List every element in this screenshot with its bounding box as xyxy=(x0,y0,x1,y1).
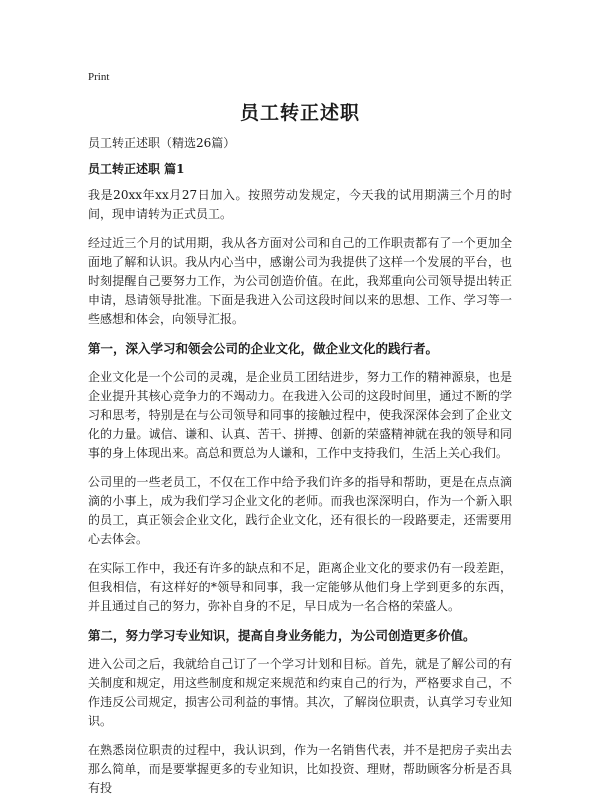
paragraph: 进入公司之后，我就给自己订了一个学习计划和目标。首先，就是了解公司的有关制度和规定，用这些制度和规定来规范和约束自己的行为，严格要求自己，不作违反公司规定，损害公司利益的事情。其次，了解岗位职责，认真学习专业知识。 xyxy=(88,657,512,728)
bold-subheading: 第二，努力学习专业知识，提高自身业务能力，为公司创造更多价值。 xyxy=(88,628,476,643)
print-link[interactable]: Print xyxy=(88,71,110,83)
paragraph: 在实际工作中，我还有许多的缺点和不足，距离企业文化的要求仍有一段差距，但我相信，有这样好的*领导和同事，我一定能够从他们身上学到更多的东西，并且通过自己的努力，弥补自身的不足，早日成为一名合格的荣盛人。 xyxy=(88,561,512,613)
subtitle: 员工转正述职（精选26篇） xyxy=(88,136,236,150)
paragraph: 企业文化是一个公司的灵魂，是企业员工团结进步，努力工作的精神源泉，也是企业提升其核心竞争力的不竭动力。在我进入公司的这段时间里，通过不断的学习和思考，特别是在与公司领导和同事的接触过程中，使我深深体会到了企业文化的力量。诚信、谦和、认真、苦干、拼搏、创新的荣盛精神就在我的领导和同事的身上体现出来。高总和贾总为人谦和，工作中支持我们，生活上关心我们。 xyxy=(88,370,512,460)
paragraph: 在熟悉岗位职责的过程中，我认识到，作为一名销售代表，并不是把房子卖出去那么简单，而是要掌握更多的专业知识，比如投资、理财，帮助顾客分析是否具有投 xyxy=(88,743,512,795)
paragraph: 经过近三个月的试用期，我从各方面对公司和自己的工作职责都有了一个更加全面地了解和认识。我从内心当中，感谢公司为我提供了这样一个发展的平台，也时刻提醒自己要努力工作，为公司创造价值。在此，我郑重向公司领导提出转正申请，恳请领导批准。下面是我进入公司这段时间以来的思想、工作、学习等一些感想和体会，向领导汇报。 xyxy=(88,236,512,326)
section-heading: 员工转正述职 篇1 xyxy=(88,162,185,176)
paragraph: 公司里的一些老员工，不仅在工作中给予我们许多的指导和帮助，更是在点点滴滴的小事上，成为我们学习企业文化的老师。而我也深深明白，作为一个新入职的员工，真正领会企业文化，践行企业文化，还有很长的一段路要走，还需要用心去体会。 xyxy=(88,475,512,546)
document-body xyxy=(88,134,512,808)
paragraph: 我是20xx年xx月27日加入。按照劳动发规定，今天我的试用期满三个月的时间，现申请转为正式员工。 xyxy=(88,188,512,221)
page-title: 员工转正述职 xyxy=(239,102,360,124)
bold-subheading: 第一，深入学习和领会公司的企业文化，做企业文化的践行者。 xyxy=(88,341,439,356)
